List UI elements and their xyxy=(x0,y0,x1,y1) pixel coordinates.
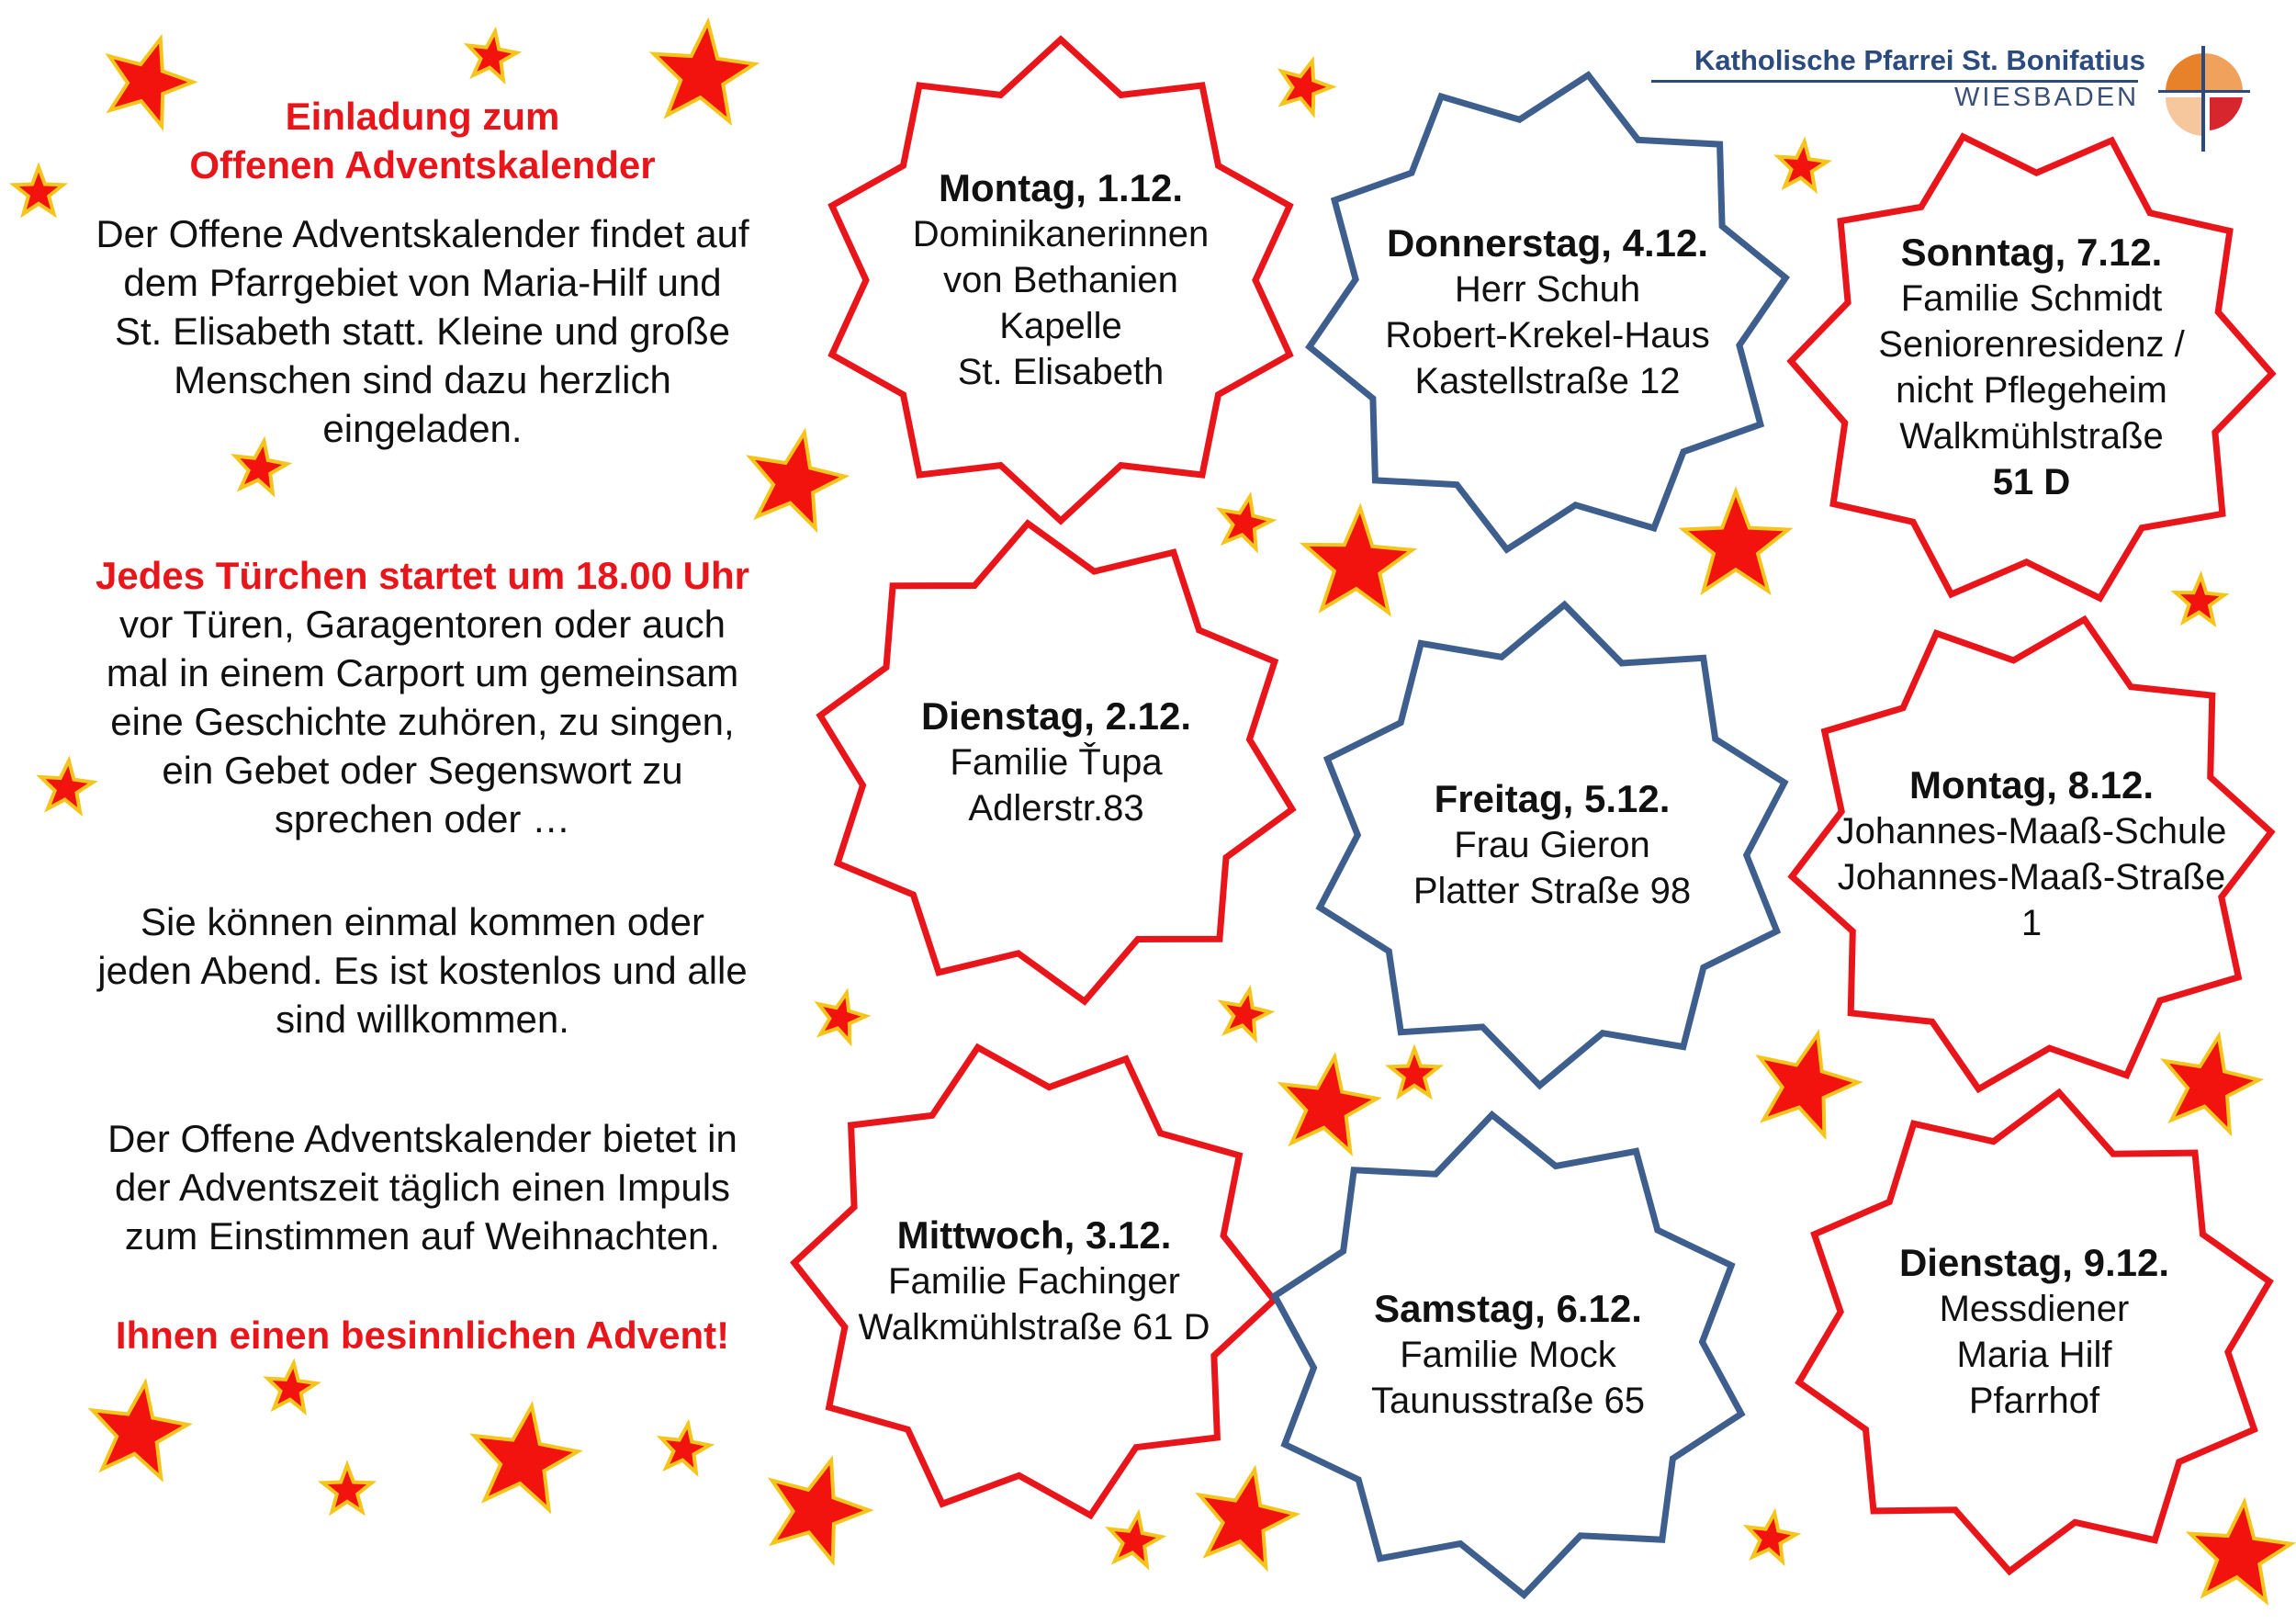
event-badge-day-8 xyxy=(1784,606,2279,1102)
event-line: Familie Fachinger xyxy=(888,1261,1180,1302)
closing-greeting xyxy=(37,1311,808,1359)
event-text xyxy=(1315,1107,1701,1603)
event-line-bold: 51 D xyxy=(1992,462,2071,502)
text-line: sind willkommen. xyxy=(276,998,569,1041)
event-line: Messdiener xyxy=(1939,1289,2130,1329)
event-line: Kastellstraße 12 xyxy=(1414,361,1681,401)
event-text xyxy=(1839,119,2224,615)
text-line: sprechen oder … xyxy=(274,797,571,840)
text-line: mal in einem Carport um gemeinsam xyxy=(106,651,739,694)
event-line: Seniorenresidenz / xyxy=(1878,324,2185,365)
event-line: Platter Straße 98 xyxy=(1412,871,1692,911)
event-line: Taunusstraße 65 xyxy=(1371,1381,1645,1421)
event-day: Freitag, 5.12. xyxy=(1434,777,1671,820)
event-line: Dominikanerinnen xyxy=(912,214,1210,254)
event-line: Walkmühlstraße xyxy=(1899,416,2164,457)
org-name: Katholische Pfarrei St. Bonifatius xyxy=(1694,44,2145,76)
intro-title xyxy=(37,92,808,189)
intro-paragraph-2 xyxy=(37,551,808,843)
text-line: jeden Abend. Es ist kostenlos und alle xyxy=(97,949,748,992)
event-line: Walkmühlstraße 61 D xyxy=(858,1307,1210,1348)
star-icon xyxy=(661,1424,710,1472)
text-line: eingeladen. xyxy=(322,407,523,450)
event-line: Pfarrhof xyxy=(1968,1381,2100,1421)
event-text xyxy=(1359,597,1745,1093)
text-line: Der Offene Adventskalender findet auf xyxy=(96,212,749,255)
event-line: 1 xyxy=(2020,903,2043,943)
text-line: Der Offene Adventskalender bietet in xyxy=(107,1117,737,1160)
event-line: Maria Hilf xyxy=(1956,1335,2112,1375)
event-day: Dienstag, 9.12. xyxy=(1898,1241,2170,1284)
event-badge-day-3 xyxy=(786,1033,1282,1529)
event-line: Robert-Krekel-Haus xyxy=(1385,315,1710,355)
star-icon xyxy=(468,31,517,80)
text-line: dem Pfarrgebiet von Maria-Hilf und xyxy=(123,261,722,304)
text-line: Sie können einmal kommen oder xyxy=(140,900,704,943)
text-line: St. Elisabeth statt. Kleine und große xyxy=(114,310,731,353)
event-line: von Bethanien xyxy=(943,260,1178,300)
event-line: Familie Ťupa xyxy=(950,742,1163,783)
star-icon xyxy=(474,1406,578,1510)
event-badge-day-1 xyxy=(813,32,1309,528)
intro-title-line2: Offenen Adventskalender xyxy=(189,143,656,186)
event-badge-day-2 xyxy=(808,514,1304,1010)
intro-title-line1: Einladung zum xyxy=(285,95,560,138)
text-line: der Adventszeit täglich einen Impuls xyxy=(114,1166,731,1209)
event-text xyxy=(1355,64,1740,560)
org-city: WIESBADEN xyxy=(1954,83,2140,112)
star-icon xyxy=(93,1383,188,1478)
event-day: Samstag, 6.12. xyxy=(1374,1287,1642,1330)
event-line: Johannes-Maaß-Schule xyxy=(1836,811,2227,851)
event-text xyxy=(1811,606,2252,1102)
event-badge-day-6 xyxy=(1260,1107,1756,1603)
text-line: Menschen sind dazu herzlich xyxy=(174,358,671,401)
event-day: Mittwoch, 3.12. xyxy=(896,1213,1172,1257)
event-line: St. Elisabeth xyxy=(957,352,1165,392)
intro-paragraph-1 xyxy=(37,209,808,453)
star-icon xyxy=(267,1363,316,1411)
text-line: zum Einstimmen auf Weihnachten. xyxy=(124,1214,721,1257)
star-icon xyxy=(322,1465,371,1512)
event-line: Herr Schuh xyxy=(1454,269,1641,310)
event-line: Frau Gieron xyxy=(1454,825,1650,865)
event-text xyxy=(868,32,1254,528)
event-line: nicht Pflegeheim xyxy=(1896,370,2167,411)
event-badge-day-5 xyxy=(1304,597,1800,1093)
text-line: vor Türen, Garagentoren oder auch xyxy=(119,603,726,646)
event-line: Kapelle xyxy=(999,306,1122,346)
event-line: Adlerstr.83 xyxy=(968,788,1144,829)
event-badge-day-9 xyxy=(1786,1084,2282,1580)
event-line: Familie Mock xyxy=(1400,1335,1616,1375)
event-day: Sonntag, 7.12. xyxy=(1900,231,2163,274)
intro-paragraph-4 xyxy=(37,1114,808,1260)
closing-text: Ihnen einen besinnlichen Advent! xyxy=(115,1314,730,1357)
event-day: Donnerstag, 4.12. xyxy=(1386,221,1709,265)
event-day: Dienstag, 2.12. xyxy=(920,694,1192,738)
event-line: Familie Schmidt xyxy=(1900,278,2163,319)
start-time-highlight: Jedes Türchen startet um 18.00 Uhr xyxy=(96,554,749,597)
text-line: eine Geschichte zuhören, zu singen, xyxy=(110,700,735,743)
intro-paragraph-3 xyxy=(37,897,808,1043)
event-text xyxy=(823,1033,1245,1529)
text-line: ein Gebet oder Segenswort zu xyxy=(162,749,683,792)
event-text xyxy=(863,514,1249,1010)
event-day: Montag, 1.12. xyxy=(938,166,1184,209)
event-line: Johannes-Maaß-Straße xyxy=(1837,857,2226,897)
event-badge-day-7 xyxy=(1784,119,2279,615)
event-badge-day-4 xyxy=(1300,64,1795,560)
event-day: Montag, 8.12. xyxy=(1908,763,2155,806)
event-text xyxy=(1841,1084,2227,1580)
